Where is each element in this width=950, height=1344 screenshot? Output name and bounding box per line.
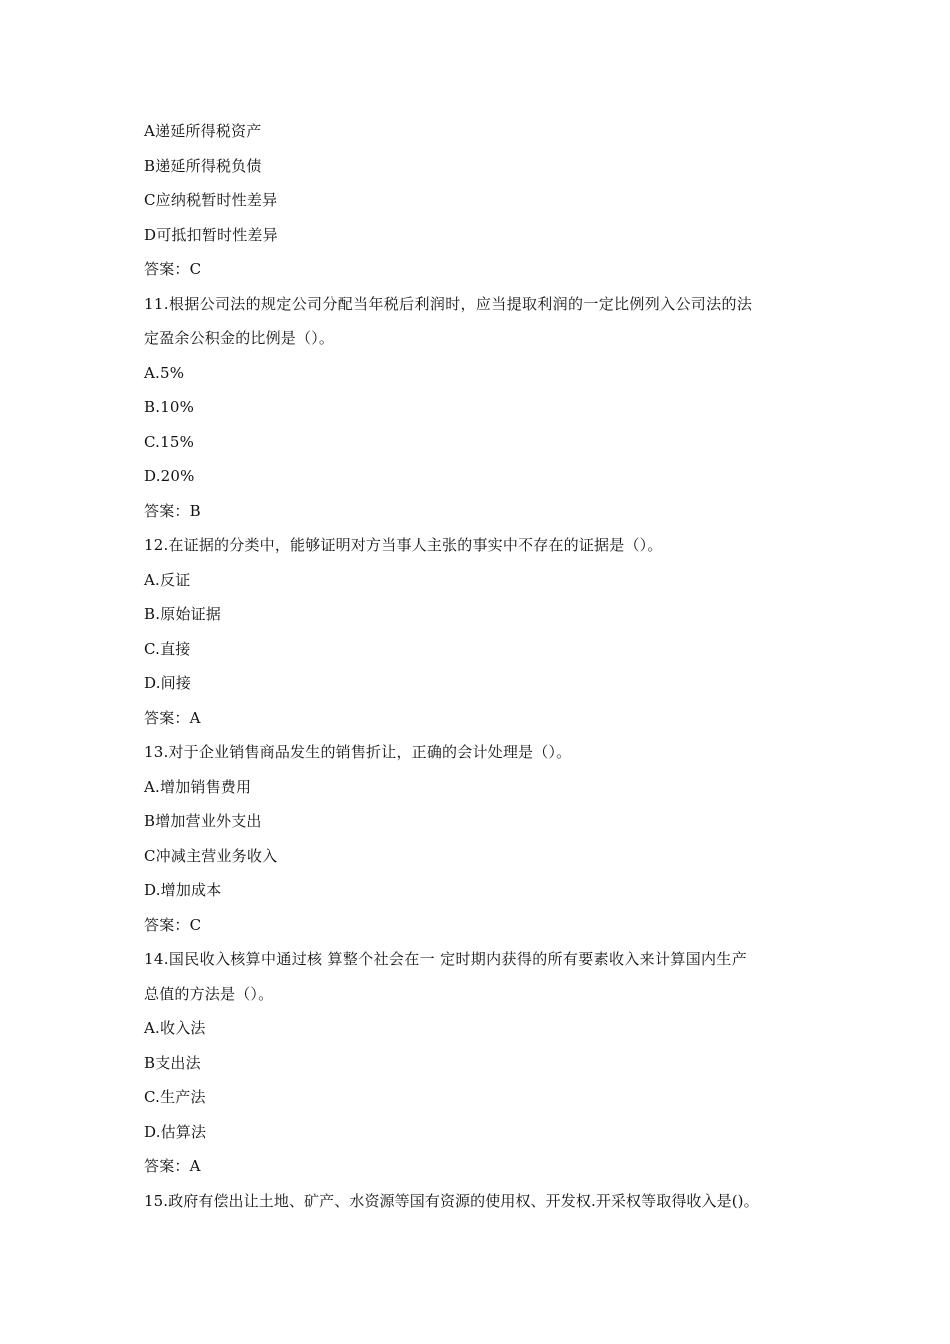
option-line: D.估算法 — [144, 1122, 207, 1141]
option-line: C冲减主营业务收入 — [144, 846, 278, 865]
question-line: 11.根据公司法的规定公司分配当年税后利润时，应当提取利润的一定比例列入公司法的法 — [144, 294, 753, 313]
option-line: D.20% — [144, 467, 195, 485]
option-line: B支出法 — [144, 1053, 201, 1072]
option-line: D可抵扣暂时性差异 — [144, 225, 278, 244]
option-line: B.原始证据 — [144, 605, 221, 623]
option-line: B递延所得税负债 — [144, 156, 262, 175]
option-line: C应纳税暂时性差异 — [144, 191, 278, 209]
option-line: D.间接 — [144, 674, 192, 692]
question-line: 13.对于企业销售商品发生的销售折让，正确的会计处理是（）。 — [144, 743, 572, 761]
question-line: 12.在证据的分类中，能够证明对方当事人主张的事实中不存在的证据是（）。 — [144, 536, 663, 554]
question-continuation-line: 定盈余公积金的比例是（）。 — [144, 329, 335, 347]
question-continuation-line: 总值的方法是（）。 — [144, 984, 274, 1003]
option-line: C.15% — [144, 432, 195, 451]
question-line: 14.国民收入核算中通过核 算整个社会在一 定时期内获得的所有要素收入来计算国内生产 — [144, 950, 748, 968]
answer-line: 答案：A — [144, 1157, 201, 1175]
option-line: A.反证 — [144, 570, 191, 589]
document-page — [144, 114, 824, 1218]
answer-line: 答案：C — [144, 260, 202, 278]
option-line: A.5% — [144, 363, 185, 382]
question-line: 15.政府有偿出让土地、矿产、水资源等国有资源的使用权、开发权.开采权等取得收入是()。 — [144, 1191, 759, 1210]
answer-line: 答案：B — [144, 501, 201, 520]
answer-line: 答案：C — [144, 915, 202, 934]
option-line: D.增加成本 — [144, 881, 222, 899]
option-line: B增加营业外支出 — [144, 812, 262, 830]
option-line: A递延所得税资产 — [144, 122, 262, 140]
option-line: A.收入法 — [144, 1019, 206, 1037]
answer-line: 答案：A — [144, 708, 201, 727]
option-line: A.增加销售费用 — [144, 777, 252, 796]
option-line: B.10% — [144, 398, 195, 416]
option-line: C.生产法 — [144, 1088, 206, 1106]
option-line: C.直接 — [144, 639, 191, 658]
